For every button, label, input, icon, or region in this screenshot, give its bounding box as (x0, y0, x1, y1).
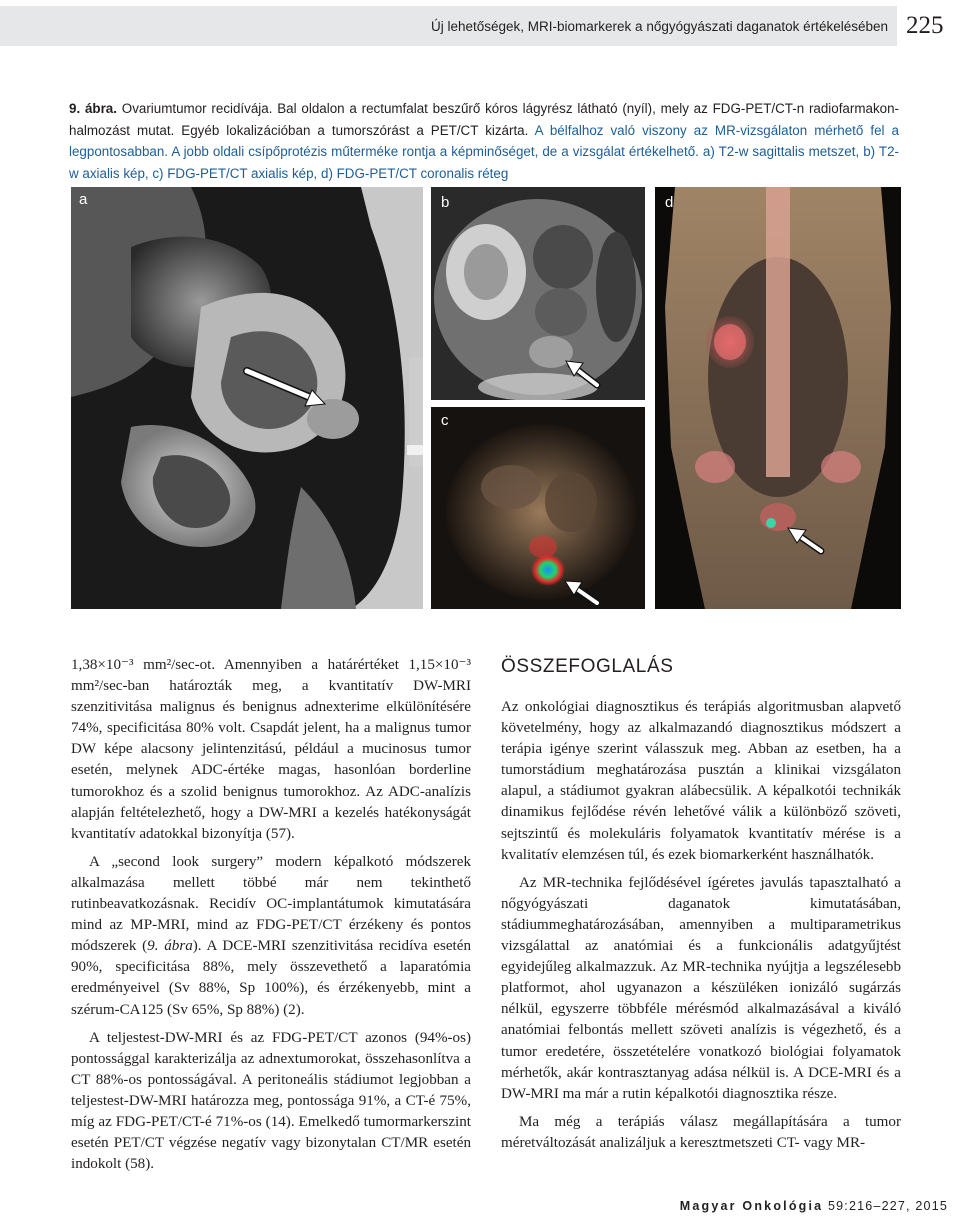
right-text-column (501, 655, 901, 1161)
paragraph-text: A „second look surgery” modern képalkotó módszerek alkalmazása mellett többé már nem tekinthető rutinbeavatkozásnak. Recidív OC-implantátumok kimutatására mind az MP-MRI, mind az FDG-PET/CT érzékeny és pontos módszerek ( (71, 853, 471, 955)
panel-c-axial-pet-ct (431, 407, 645, 609)
page-footer (680, 1199, 948, 1213)
figure-caption-text-emphasis: A bélfalhoz való viszony az MR-vizsgálaton mérhető fel a legpontosabban. A jobb oldali csípőprotézis műterméke rontja a képminőséget, de a vizsgálat értékelhető. a) T2-w sagittalis metszet, b) T2-w axialis kép, c) FDG-PET/CT axialis kép, d) FDG-PET/CT coronalis réteg (69, 122, 899, 181)
running-title: Új lehetőségek, MRI-biomarkerek a nőgyógyászati daganatok értékelésében (430, 19, 888, 34)
paragraph: 1,38×10⁻³ mm²/sec-ot. Amennyiben a határértéket 1,15×10⁻³ mm²/sec-ban határozták meg, a kvantitatív DW-MRI szenzitivitása malignus és benignus adnexterime elkülönítésére 74%, specificitása 80% volt. Csapdát jelent, ha a malignus tumor DW képe alacsony jelintenzitású, például a mucinosus tumor esetén, melynek ADC-értéke magas, hasonlóan borderline tumorokhoz és a szolid benignus tumorokhoz. Az ADC-analízis alapján feltételezhető, hogy a DW-MRI a kezelés hatékonyságát kvantitatív adatokkal bizonyítja (57). (71, 657, 471, 842)
axial-mri-image (431, 187, 645, 400)
figure-9 (71, 187, 901, 609)
paragraph: A teljestest-DW-MRI és az FDG-PET/CT azonos (94%-os) pontossággal karakterizálja az adnextumorokat, összehasonlítva a CT 88%-os pontosságával. A peritoneális stádiumot legjobban a teljestest-DW-MRI határozza meg, pontossága 91%, a CT-é 75%, míg az FDG-PET/CT-é 71%-os (14). Emelkedő tumormarkerszint esetén PET/CT végzése negatív vagy bizonytalan CT/MR esetén indokolt (58). (71, 1029, 471, 1173)
panel-d-coronal-pet-ct (655, 187, 901, 609)
panel-label-c: c (441, 412, 449, 429)
panel-label-d: d (665, 194, 674, 211)
page-number: 225 (906, 12, 944, 39)
figure-caption-label: 9. ábra. (69, 101, 117, 116)
coronal-pet-ct-image (655, 187, 901, 609)
journal-name: Magyar Onkológia (679, 1199, 824, 1213)
left-text-column (71, 655, 471, 1182)
figure-caption-text: Ovariumtumor recidívája. Bal oldalon a rectumfalat beszűrő kóros lágyrész látható (nyíl), mely az FDG-PET/CT-n radiofarmakon-halmozást mutat. Egyéb lokalizációban a tumorszórást a PET/CT kizárta. (69, 101, 899, 138)
paragraph-text: ). A DCE-MRI szenzitivitása recidíva esetén 90%, specificitása 88%, mely összevethető a laparatómia eredményeivel (Sv 88%, Sp 100%), és érzékenyebb, mint a szérum-CA125 (Sv 65%, Sp 88%) (2). (71, 938, 471, 1018)
axial-pet-ct-image (431, 407, 645, 609)
section-heading: ÖSSZEFOGLALÁS (501, 656, 674, 677)
journal-citation: 59:216–227, 2015 (823, 1199, 948, 1213)
paragraph: Az onkológiai diagnosztikus és terápiás algoritmusban alapvető követelmény, hogy az alkalmazandó diagnosztikus módszert a terápia igénye szerint válasszuk meg. Abban az esetben, ha a tumorstádium meghatározása pusztán a klinikai vizsgálaton alapul, a stádiumot gyakran alábecsülik. A képalkotói technikák dinamikus fejlődése révén lehetővé válik a különböző szöveti, sejtszintű és molekuláris folyamatok kvantitatív mérése is a kvalitatív elemzésen túl, és ezek biomarkerként használhatók. (501, 699, 901, 863)
panel-a-sagittal-mri (71, 187, 423, 609)
panel-label-a: a (79, 191, 88, 208)
sagittal-mri-image (71, 187, 423, 609)
paragraph: Ma még a terápiás válasz megállapítására a tumor méretváltozását analizáljuk a keresztmetszeti CT- vagy MR- (501, 1113, 901, 1151)
paragraph (71, 852, 471, 1021)
paragraph: Az MR-technika fejlődésével ígéretes javulás tapasztalható a nőgyógyászati daganatok kimutatásában, stádiummeghatározásában, amennyiben a multiparametrikus vizsgálattal az anatómiai és a funkcionális adatgyűjtést egyidejűleg alkalmazzuk. Az MR-technika nyújtja a legszélesebb platformot, ahol ugyanazon a készüléken ionizáló sugárzás nélkül, egyszerre többféle mérésmód alkalmazásával a kiváló anatómiai felbontás mellett szöveti analízis is végezhető, és a tumor eredetére, összetételére vonatkozó biológiai folyamatok mérhetők, akár kontrasztanyag adása nélkül is. A DCE-MRI és a DW-MRI ma már a rutin képalkotói diagnosztika része. (501, 874, 901, 1102)
panel-b-axial-mri (431, 187, 645, 400)
figure-reference: 9. ábra (147, 938, 193, 955)
panel-label-b: b (441, 194, 450, 211)
figure-caption (69, 98, 899, 184)
